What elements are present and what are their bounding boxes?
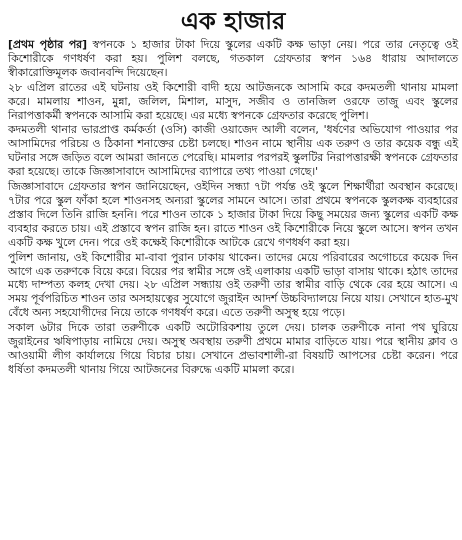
paragraph-1-text: স্বপনকে ১ হাজার টাকা দিয়ে স্কুলের একটি কক্ষ ভাড়া নেয়। পরে তার নেতৃত্বে ওই কিশোরীকে গণধর্ষণ করা হয়। পুলিশ বলছে, গতকাল গ্রেফতার স্বপন ১৬৪ ধারায় আদালতে স্বীকারোক্তিমূলক জবানবন্দি দিয়েছেন। bbox=[8, 38, 458, 79]
continuation-label: [প্রথম পৃষ্ঠার পর] bbox=[8, 38, 88, 51]
paragraph-1 bbox=[8, 38, 458, 80]
article-body bbox=[8, 38, 458, 377]
paragraph-3: কদমতলী থানার ভারপ্রাপ্ত কর্মকর্তা (ওসি) কাজী ওয়াজেদ আলী বলেন, 'ধর্ষণের অভিযোগ পাওয়ার পর আসামিদের পরিচয় ও ঠিকানা শনাক্তের চেষ্টা চলছে। শাওন নামে স্থানীয় এক তরুণ ও তার কয়েক বন্ধু এই ঘটনার সঙ্গে জড়িত বলে আমরা জানতে পেরেছি। মামলার পরপরই স্কুলটির নিরাপত্তারক্ষী স্বপনকে গ্রেফতার করা হয়েছে। তাকে জিজ্ঞাসাবাদে আসামিদের ব্যাপারে তথ্য পাওয়া গেছে।' bbox=[8, 123, 458, 179]
paragraph-5: পুলিশ জানায়, ওই কিশোরীর মা-বাবা পুরান ঢাকায় থাকেন। তাদের মেয়ে পরিবারের অগোচরে কয়েক দিন আগে এক তরুণকে বিয়ে করে। বিয়ের পর স্বামীর সঙ্গে ওই এলাকায় একটি ভাড়া বাসায় থাকে। হঠাৎ তাদের মধ্যে দাম্পত্য কলহ দেখা দেয়। ২৮ এপ্রিল সন্ধ্যায় ওই তরুণী তার স্বামীর বাড়ি থেকে বের হয়ে আসে। এ সময় পূর্বপরিচিত শাওন তার অসহায়ত্বের সুযোগে জুরাইন আদর্শ উচ্চবিদ্যালয়ে নিয়ে যায়। সেখানে হাত-মুখ বেঁধে অন্য সহযোগীদের নিয়ে তাকে গণধর্ষণ করে। এতে তরুণী অসুস্থ হয়ে পড়ে। bbox=[8, 250, 458, 320]
paragraph-4: জিজ্ঞাসাবাদে গ্রেফতার স্বপন জানিয়েছেন, ওইদিন সন্ধ্যা ৭টা পর্যন্ত ওই স্কুলে শিক্ষার্থীরা অবস্থান করেছে। ৭টার পরে স্কুল ফাঁকা হলে শাওনসহ অন্যরা স্কুলের সামনে আসে। তারা প্রথমে স্বপনকে স্কুলকক্ষ ব্যবহারের প্রস্তাব দিলে তিনি রাজি হননি। পরে শাওন তাকে ১ হাজার টাকা দিয়ে কিছু সময়ের জন্য স্কুলের একটি কক্ষ ব্যবহার করতে চায়। এই প্রস্তাবে স্বপন রাজি হন। রাতে শাওন ওই কিশোরীকে নিয়ে স্কুলে আসে। স্বপন তখন একটি কক্ষ খুলে দেন। পরে ওই কক্ষেই কিশোরীকে আটকে রেখে গণধর্ষণ করা হয়। bbox=[8, 180, 458, 249]
paragraph-2: ২৮ এপ্রিল রাতের এই ঘটনায় ওই কিশোরী বাদী হয়ে আটজনকে আসামি করে কদমতলী থানায় মামলা করে। মামলায় শাওন, মুন্না, জলিল, মিশাল, মাসুদ, সজীব ও তানজিল ওরফে তাজু এবং স্কুলের নিরাপত্তাকর্মী স্বপনকে আসামি করা হয়েছে। এর মধ্যে স্বপনকে গ্রেফতার করেছে পুলিশ। bbox=[8, 80, 458, 122]
paragraph-6: সকাল ৬টার দিকে তারা তরুণীকে একটি অটোরিকশায় তুলে দেয়। চালক তরুণীকে নানা পথ ঘুরিয়ে জুরাইনের ঋষিপাড়ায় নামিয়ে দেয়। অসুস্থ অবস্থায় তরুণী প্রথমে মামার বাড়িতে যায়। পরে স্থানীয় ক্লাব ও আওয়ামী লীগ কার্যালয়ে গিয়ে বিচার চায়। সেখানে প্রভাবশালী-রা বিষয়টি আপসের চেষ্টা করেন। পরে ধর্ষিতা কদমতলী থানায় গিয়ে আটজনের বিরুদ্ধে একটি মামলা করে। bbox=[8, 321, 458, 376]
headline: এক হাজার bbox=[180, 7, 286, 35]
